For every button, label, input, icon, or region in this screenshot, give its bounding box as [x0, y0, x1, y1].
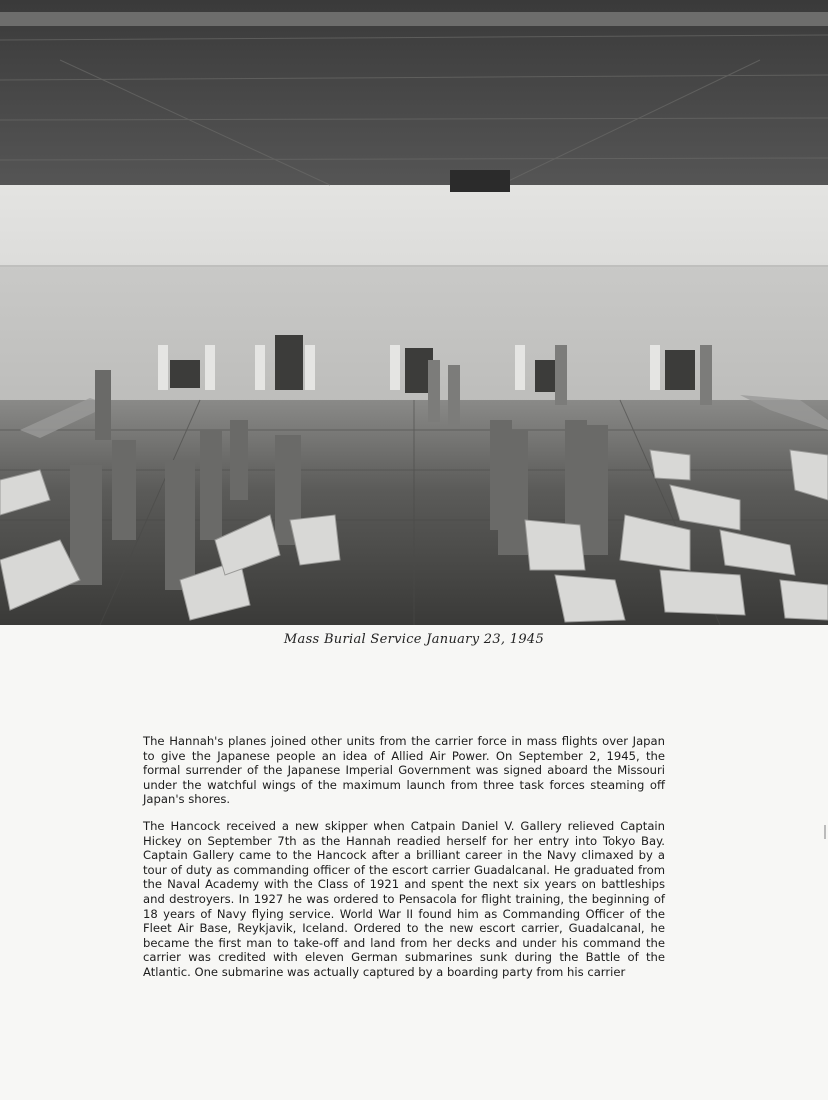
paragraph-1: The Hannah's planes joined other units from the carrier force in mass flights over Japan to give the Japanese people an idea of Allied Air Power. On September 2, 1945, the formal surrender of the Japanese Imperial Government was signed aboard the Missouri under the watchful wings of the maximum launch from three task forces steaming off Japan's shores.	[143, 734, 665, 807]
photo-caption: Mass Burial Service January 23, 1945	[283, 632, 545, 647]
article-body	[143, 734, 665, 992]
page-edge-mark	[824, 825, 826, 839]
paragraph-2: The Hancock received a new skipper when Catpain Daniel V. Gallery relieved Captain Hickey on September 7th as the Hannah readied herself for her entry into Tokyo Bay. Captain Gallery came to the Hancock after a brilliant career in the Navy climaxed by a tour of duty as commanding officer of the escort carrier Guadalcanal. He graduated from the Naval Academy with the Class of 1921 and spent the next six years on battleships and destroyers. In 1927 he was ordered to Pensacola for flight training, the beginning of 18 years of Navy flying service. World War II found him as Commanding Officer of the Fleet Air Base, Reykjavik, Iceland. Ordered to the new escort carrier, Guadalcanal, he became the first man to take-off and land from her decks and under his command the carrier was credited with eleven German submarines sunk during the Battle of the Atlantic. One submarine was actually captured by a boarding party from his carrier	[143, 818, 665, 979]
